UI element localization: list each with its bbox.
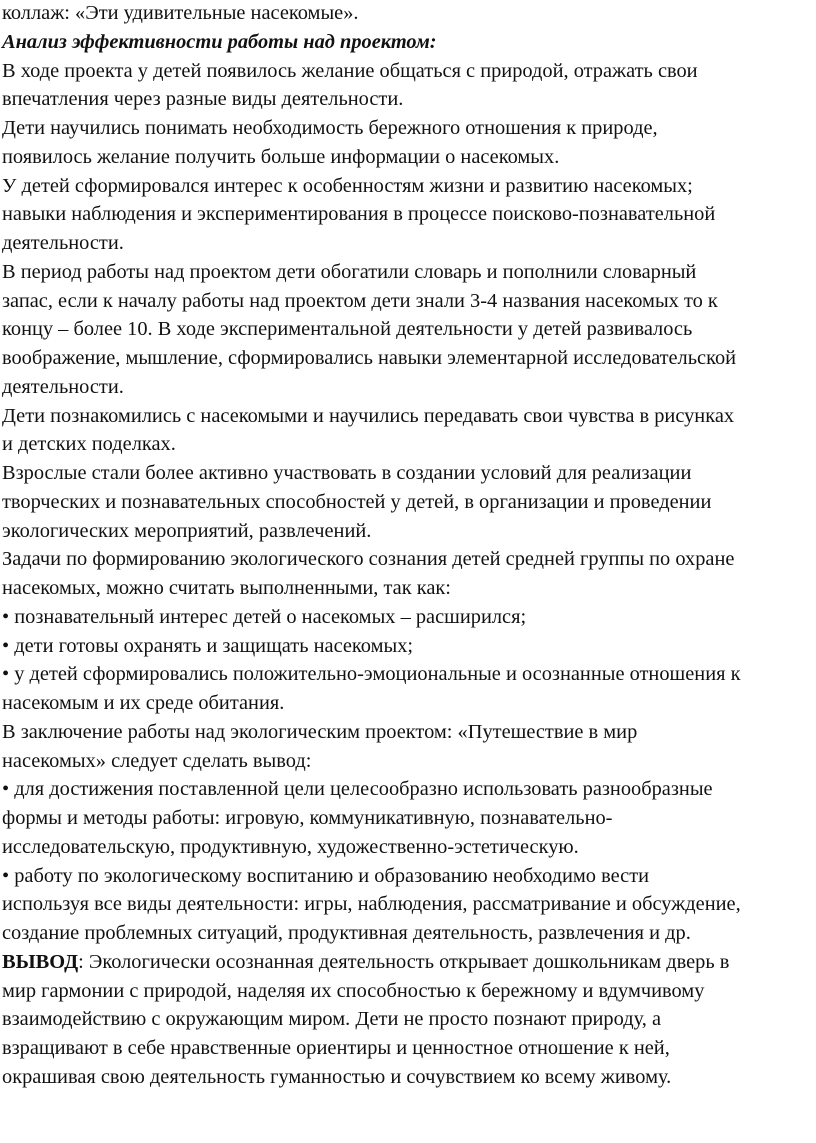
text-line: деятельности. xyxy=(2,375,124,398)
text-line: формы и методы работы: игровую, коммуникативную, познавательно- xyxy=(2,807,613,829)
section-heading: Анализ эффективности работы над проектом: xyxy=(2,30,437,53)
text-line: навыки наблюдения и экспериментирования в процессе поисково-познавательной xyxy=(2,203,716,226)
collage-line: коллаж: «Эти удивительные насекомые». xyxy=(2,2,359,24)
text-line: запас, если к началу работы над проектом дети знали 3-4 названия насекомых то к xyxy=(2,289,718,312)
document-page xyxy=(2,0,814,1092)
text-line: насекомых» следует сделать вывод: xyxy=(2,749,312,772)
text-line: концу – более 10. В ходе экспериментальной деятельности у детей развивалось xyxy=(2,318,693,341)
text-line: создание проблемных ситуаций, продуктивная деятельность, развлечения и др. xyxy=(2,922,691,944)
text-line: Взрослые стали более активно участвовать в создании условий для реализации xyxy=(2,462,692,484)
text-line: насекомым и их среде обитания. xyxy=(2,692,285,714)
text-line: мир гармонии с природой, наделяя их способностью к бережному и вдумчивому xyxy=(2,979,705,1002)
text-line: В заключение работы над экологическим проектом: «Путешествие в мир xyxy=(2,720,638,743)
text-line: экологических мероприятий, развлечений. xyxy=(2,519,372,542)
text-line: окрашивая свою деятельность гуманностью и сочувствием ко всему живому. xyxy=(2,1065,672,1088)
text-line: Дети научились понимать необходимость бережного отношения к природе, xyxy=(2,117,658,139)
conclusion-text: : Экологически осознанная деятельность открывает дошкольникам дверь в xyxy=(78,950,730,973)
text-line: Дети познакомились с насекомыми и научились передавать свои чувства в рисунках xyxy=(2,404,735,427)
text-line: впечатления через разные виды деятельности. xyxy=(2,88,404,111)
text-line: появилось желание получить больше информации о насекомых. xyxy=(2,145,560,168)
conclusion-label: ВЫВОД xyxy=(2,950,79,973)
text-line: используя все виды деятельности: игры, наблюдения, рассматривание и обсуждение, xyxy=(2,893,741,916)
text-line: воображение, мышление, сформировались навыки элементарной исследовательской xyxy=(2,347,737,369)
text-line: деятельности. xyxy=(2,232,124,254)
text-line: исследовательскую, продуктивную, художественно-эстетическую. xyxy=(2,835,579,858)
conclusion-line xyxy=(2,948,814,977)
text-line: взаимодействию с окружающим миром. Дети не просто познают природу, а xyxy=(2,1008,662,1031)
bullet-item: • работу по экологическому воспитанию и образованию необходимо вести xyxy=(2,864,650,887)
text-line: У детей сформировался интерес к особенностям жизни и развитию насекомых; xyxy=(2,174,693,197)
bullet-item: • познавательный интерес детей о насекомых – расширился; xyxy=(2,605,527,628)
text-line: В период работы над проектом дети обогатили словарь и пополнили словарный xyxy=(2,260,697,283)
bullet-item: • для достижения поставленной цели целесообразно использовать разнообразные xyxy=(2,778,713,801)
bullet-item: • дети готовы охранять и защищать насекомых; xyxy=(2,634,414,657)
text-line: насекомых, можно считать выполненными, так как: xyxy=(2,577,451,599)
text-line: творческих и познавательных способностей у детей, в организации и проведении xyxy=(2,490,712,513)
text-line: взращивают в себе нравственные ориентиры и ценностное отношение к ней, xyxy=(2,1037,670,1059)
text-line: Задачи по формированию экологического сознания детей средней группы по охране xyxy=(2,548,735,571)
text-line: и детских поделках. xyxy=(2,433,176,456)
text-line: В ходе проекта у детей появилось желание общаться с природой, отражать свои xyxy=(2,59,698,82)
bullet-item: • у детей сформировались положительно-эмоциональные и осознанные отношения к xyxy=(2,663,741,686)
